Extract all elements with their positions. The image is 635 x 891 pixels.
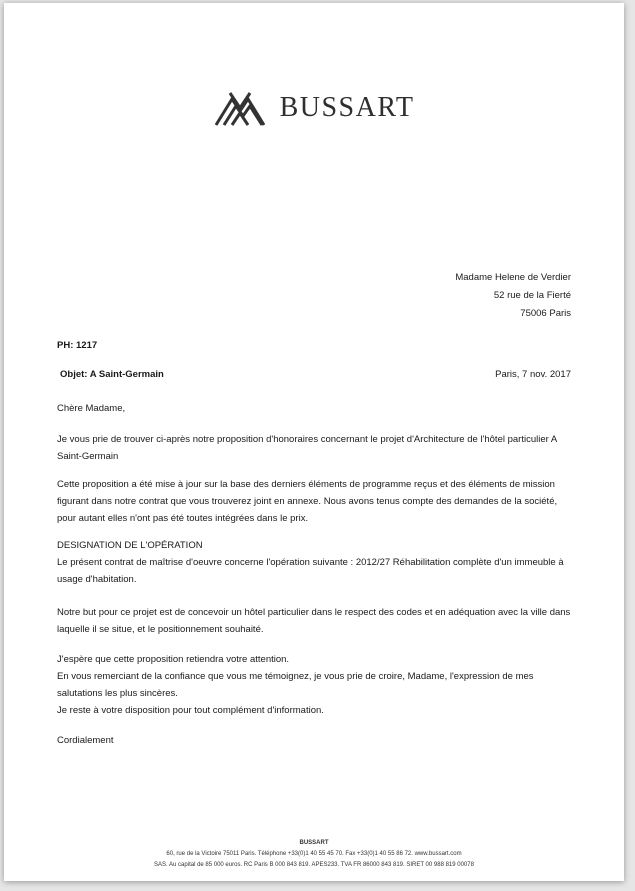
footer-address-line: 60, rue de la Victoire 75011 Paris. Téléphone +33(0)1 40 55 45 70. Fax +33(0)1 40 55 86 72. www.bussart.com <box>166 851 462 857</box>
closing-line-3: Je reste à votre disposition pour tout complément d'information. <box>57 705 324 716</box>
company-logo <box>4 83 624 133</box>
reference-number: PH: 1217 <box>57 340 98 351</box>
subject-row <box>60 369 571 380</box>
footer-company: BUSSART <box>299 840 329 846</box>
recipient-city: 75006 Paris <box>520 308 571 319</box>
footer-legal-line: SAS. Au capital de 85 000 euros. RC Paris B 000 843 819. APES233. TVA FR 86000 843 819. SIRET 00 988 819 00078 <box>154 862 474 868</box>
sign-off: Cordialement <box>57 735 114 746</box>
paragraph-intro: Je vous prie de trouver ci-après notre proposition d'honoraires concernant le projet d'Architecture de l'hôtel particulier A Saint-Germain <box>57 434 557 462</box>
letter-date: Paris, 7 nov. 2017 <box>495 369 571 380</box>
letter-page <box>4 3 624 881</box>
paragraph-proposal: Cette proposition a été mise à jour sur la base des derniers éléments de programme reçus et des éléments de mission figurant dans notre contrat que vous trouverez joint en annexe. Nous avons tenus compte des demandes de la société, pour autant elles n'ont pas été toutes intégrées dans le prix. <box>57 479 558 524</box>
recipient-address <box>455 269 571 323</box>
recipient-street: 52 rue de la Fierté <box>493 290 571 301</box>
paragraph-goal: Notre but pour ce projet est de concevoir un hôtel particulier dans le respect des codes et en adéquation avec la ville dans laquelle il se situe, et le positionnement souhaité. <box>57 607 571 635</box>
designation-heading: DESIGNATION DE L'OPÉRATION <box>57 540 203 551</box>
logo-wordmark: BUSSART <box>279 92 415 123</box>
recipient-name: Madame Helene de Verdier <box>455 272 571 283</box>
subject-line: Objet: A Saint-Germain <box>60 369 164 380</box>
closing-line-1: J'espère que cette proposition retiendra votre attention. <box>57 654 290 665</box>
paragraph-closing <box>57 651 574 719</box>
letter-footer <box>4 838 624 871</box>
mountain-logo-icon <box>214 89 272 127</box>
designation-text: Le présent contrat de maîtrise d'oeuvre concerne l'opération suivante : 2012/27 Réhabilitation complète d'un immeuble à usage d'habitation. <box>57 557 564 585</box>
designation-section <box>57 537 574 588</box>
salutation: Chère Madame, <box>57 403 126 414</box>
closing-line-2: En vous remerciant de la confiance que vous me témoignez, je vous prie de croire, Madame, l'expression de mes salutations les plus sincères. <box>57 671 534 699</box>
